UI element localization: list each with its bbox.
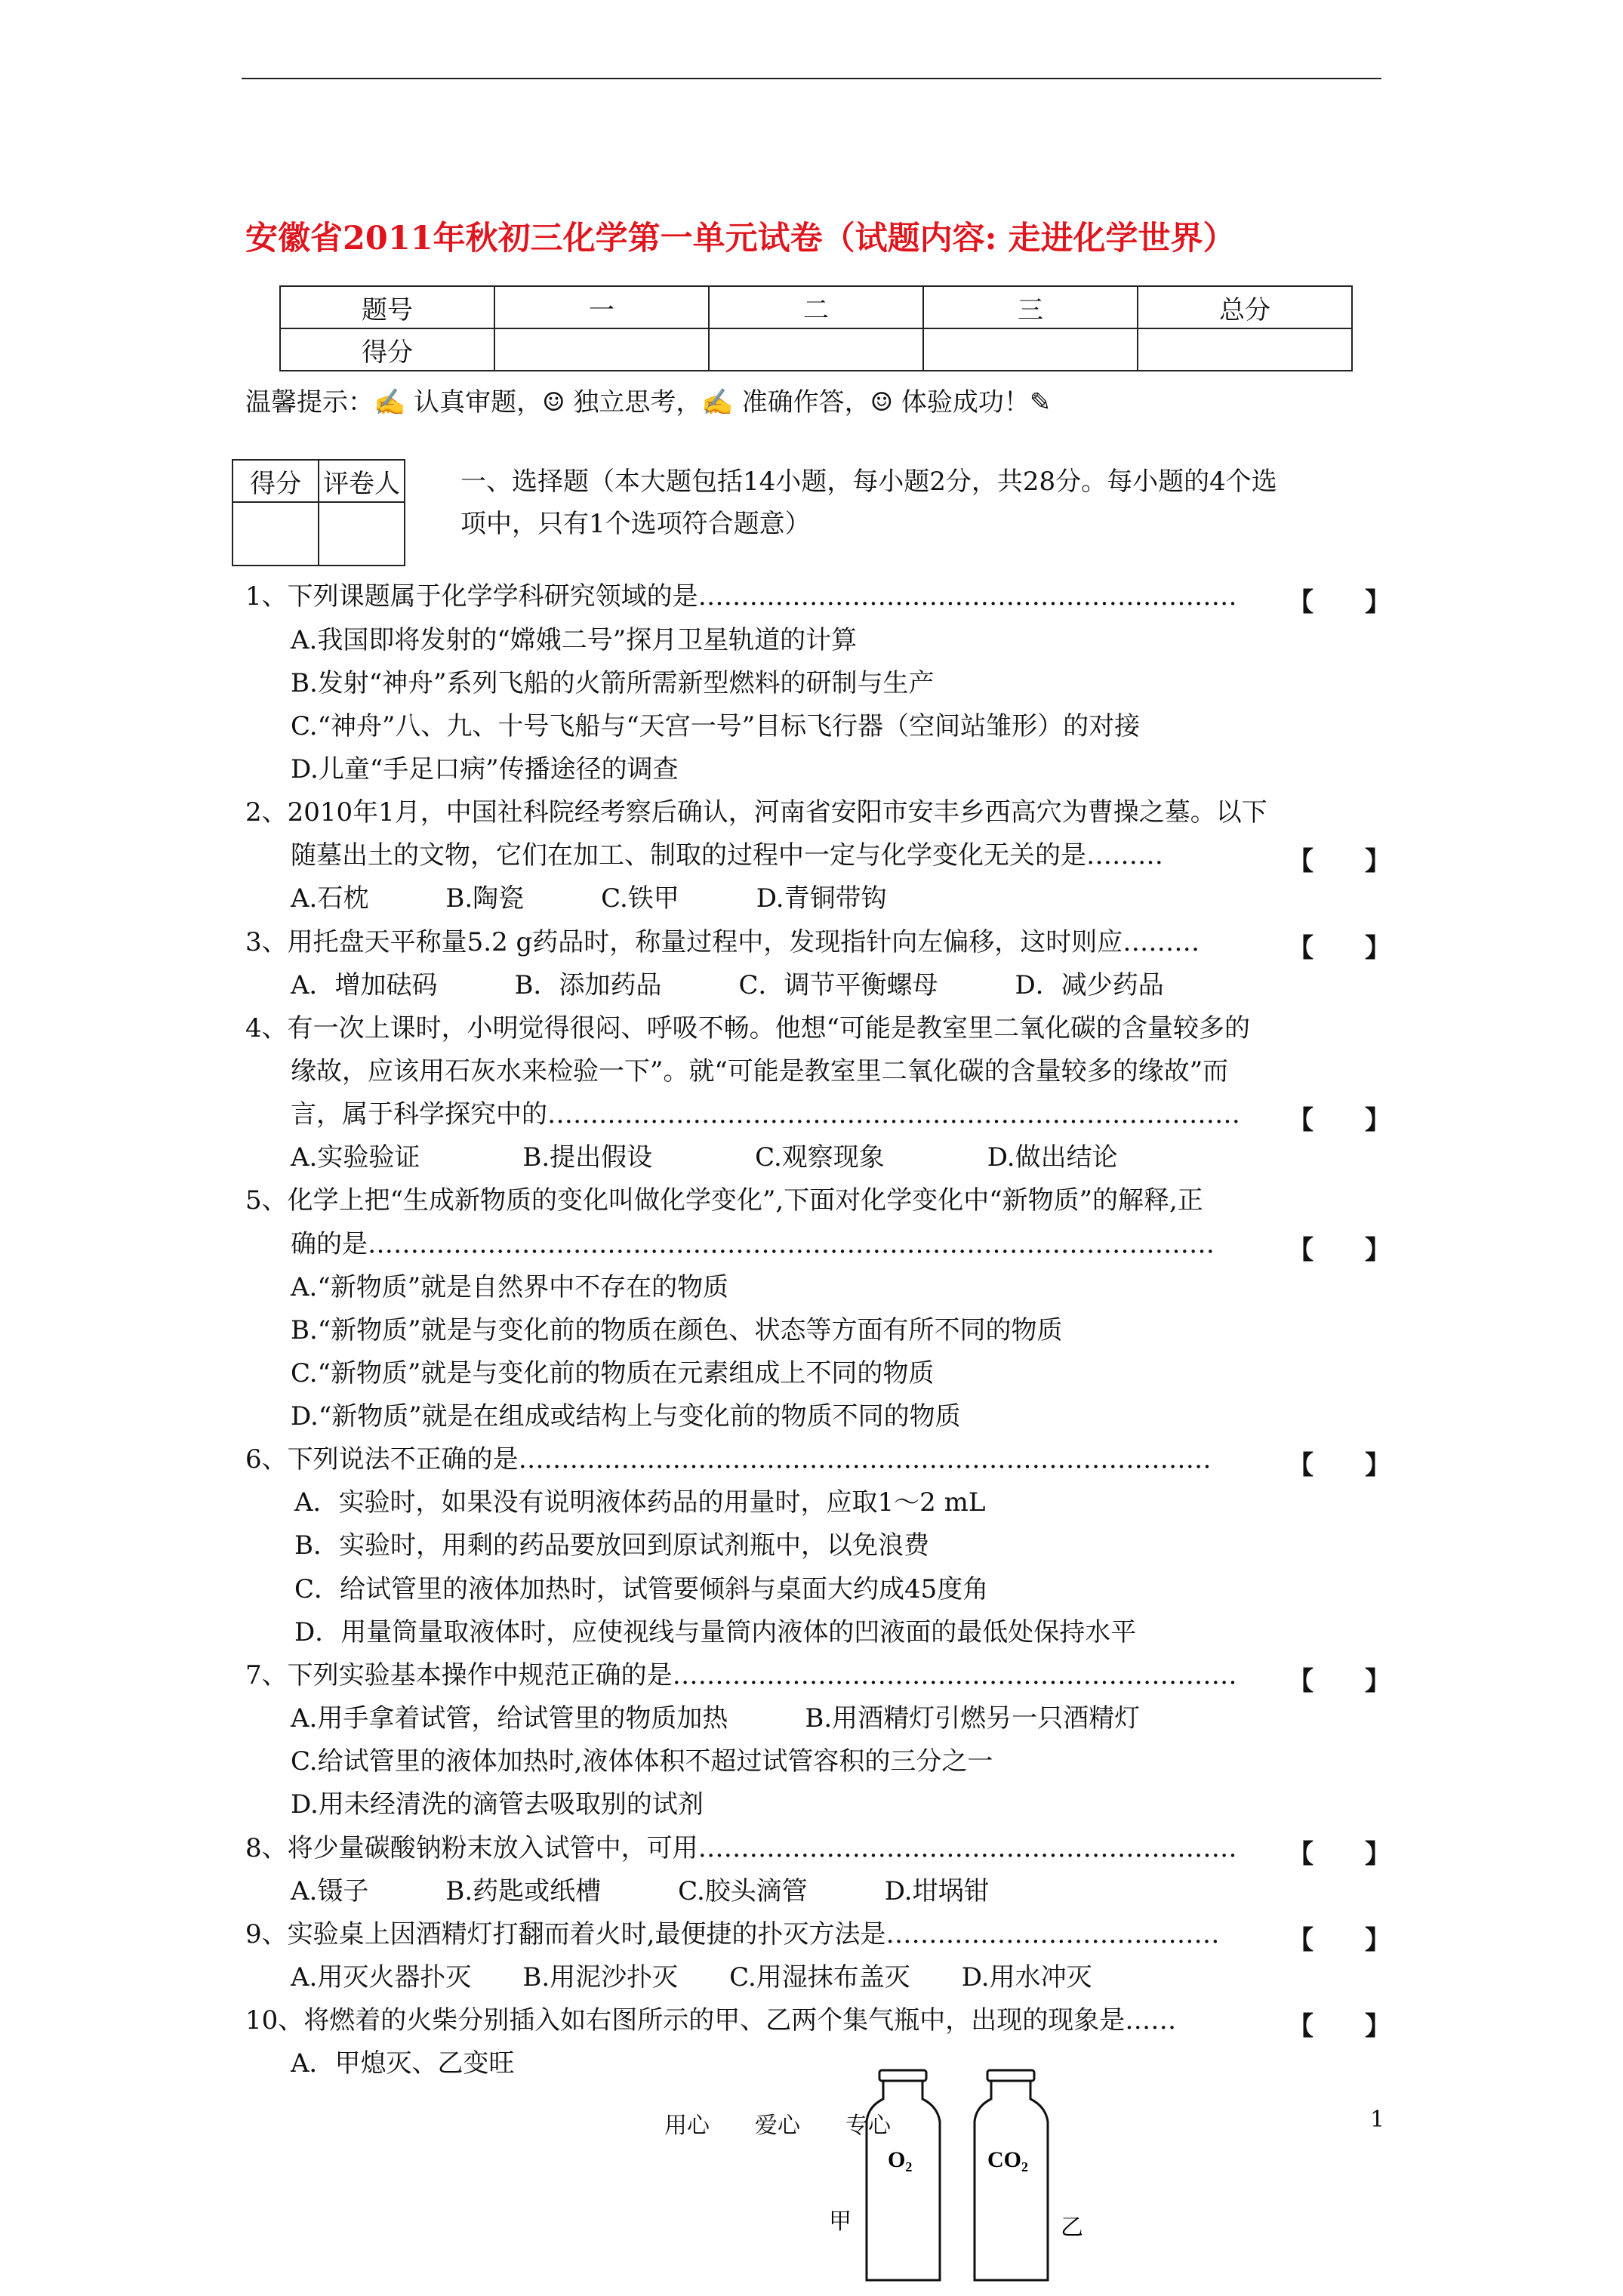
- answer-bracket[interactable]: 【 】: [1288, 2011, 1390, 2042]
- bottle-yi: [975, 2070, 1048, 2280]
- question-line: 1、下列课题属于化学学科研究领域的是………………………………………………………: [245, 581, 1237, 612]
- question-line: A.用灭火器扑灭 B.用泥沙扑灭 C.用湿抹布盖灭 D.用水冲灭: [291, 1962, 1092, 1992]
- score-input-cell[interactable]: [709, 328, 923, 371]
- question-line: C.给试管里的液体加热时,液体体积不超过试管容积的三分之一: [291, 1746, 993, 1777]
- question-line: C.“新物质”就是与变化前的物质在元素组成上不同的物质: [291, 1358, 935, 1388]
- question-line: B.发射“神舟”系列飞船的火箭所需新型燃料的研制与生产: [291, 668, 935, 698]
- score-table-score-row: [280, 328, 1352, 371]
- question-line: 8、将少量碳酸钠粉末放入试管中，可用………………………………………………………: [245, 1833, 1237, 1863]
- score-cell: 总分: [1138, 286, 1352, 328]
- question-line: A.用手拿着试管，给试管里的物质加热 B.用酒精灯引燃另一只酒精灯: [291, 1703, 1141, 1734]
- question-line: C．给试管里的液体加热时，试管要倾斜与桌面大约成45度角: [294, 1574, 989, 1604]
- answer-bracket[interactable]: 【 】: [1288, 1925, 1390, 1955]
- score-table: [279, 285, 1353, 371]
- question-line: 缘故，应该用石灰水来检验一下”。就“可能是教室里二氧化碳的含量较多的缘故”而: [291, 1056, 1229, 1086]
- answer-bracket[interactable]: 【 】: [1288, 1450, 1390, 1481]
- question-line: B.“新物质”就是与变化前的物质在颜色、状态等方面有所不同的物质: [291, 1315, 1063, 1345]
- bottle-yi-name: 乙: [1061, 2214, 1083, 2241]
- score-input-cell[interactable]: [1138, 328, 1352, 371]
- bottle-yi-gas: CO₂: [987, 2147, 1028, 2172]
- answer-bracket[interactable]: 【 】: [1288, 1235, 1390, 1265]
- footer-motto: 用心 爱心 专心: [664, 2113, 891, 2139]
- question-line: A.石枕 B.陶瓷 C.铁甲 D.青铜带钩: [291, 883, 887, 914]
- answer-bracket[interactable]: 【 】: [1288, 587, 1390, 618]
- question-line: 随墓出土的文物，它们在加工、制取的过程中一定与化学变化无关的是………: [291, 840, 1163, 871]
- question-line: D.用未经清洗的滴管去吸取别的试剂: [291, 1789, 704, 1820]
- question-line: C.“神舟”八、九、十号飞船与“天宫一号”目标飞行器（空间站雏形）的对接: [291, 711, 1141, 741]
- question-line: 6、下列说法不正确的是………………………………………………………………………: [245, 1444, 1212, 1475]
- question-line: 5、化学上把“生成新物质的变化叫做化学变化”,下面对化学变化中“新物质”的解释,正: [245, 1185, 1203, 1216]
- question-line: A．实验时，如果没有说明液体药品的用量时，应取1～2 mL: [294, 1487, 986, 1518]
- score-cell: 二: [709, 286, 923, 328]
- page-title: 安徽省2011年秋初三化学第一单元试卷（试题内容: 走进化学世界）: [245, 220, 1236, 257]
- answer-bracket[interactable]: 【 】: [1288, 1839, 1390, 1869]
- score-cell: 题号: [280, 286, 494, 328]
- question-line: D.“新物质”就是在组成或结构上与变化前的物质不同的物质: [291, 1401, 961, 1432]
- score-cell: 得分: [280, 328, 494, 371]
- question-line: 2、2010年1月，中国社科院经考察后确认，河南省安阳市安丰乡西高穴为曹操之墓。以下: [245, 797, 1267, 827]
- question-line: 4、有一次上课时，小明觉得很闷、呼吸不畅。他想“可能是教室里二氧化碳的含量较多的: [245, 1013, 1251, 1043]
- header-rule: [242, 78, 1381, 79]
- section-heading-line: 一、选择题（本大题包括14小题，每小题2分，共28分。每小题的4个选: [460, 467, 1277, 497]
- grader-score-label: 得分: [233, 460, 319, 502]
- grader-table: [232, 459, 405, 566]
- answer-bracket[interactable]: 【 】: [1288, 1666, 1390, 1697]
- answer-bracket[interactable]: 【 】: [1288, 1105, 1390, 1136]
- question-line: A.实验验证 B.提出假设 C.观察现象 D.做出结论: [291, 1142, 1118, 1173]
- question-line: 7、下列实验基本操作中规范正确的是…………………………………………………………: [245, 1660, 1237, 1690]
- question-line: 确的是………………………………………………………………………………………: [291, 1229, 1215, 1259]
- question-line: D.儿童“手足口病”传播途径的调查: [291, 754, 679, 784]
- score-table-header-row: [280, 286, 1352, 328]
- grader-name-box[interactable]: [319, 502, 405, 566]
- question-line: A.“新物质”就是自然界中不存在的物质: [291, 1272, 729, 1302]
- bottle-jia-gas: O₂: [888, 2147, 913, 2172]
- score-cell: 一: [494, 286, 709, 328]
- question-line: D．用量筒量取液体时，应使视线与量筒内液体的凹液面的最低处保持水平: [294, 1617, 1137, 1647]
- page-number: 1: [1370, 2106, 1385, 2133]
- question-line: 3、用托盘天平称量5.2 g药品时，称量过程中，发现指针向左偏移，这时则应………: [245, 927, 1200, 957]
- gas-bottle-diagram: [829, 2069, 1117, 2295]
- section-heading: [460, 461, 1389, 545]
- grader-name-label: 评卷人: [319, 460, 405, 502]
- warm-tip: 温馨提示：✍ 认真审题，☺ 独立思考，✍ 准确作答，☺ 体验成功！✎: [245, 387, 1052, 418]
- section-heading-line: 项中，只有1个选项符合题意）: [460, 509, 811, 539]
- answer-bracket[interactable]: 【 】: [1288, 933, 1390, 963]
- bottle-jia-name: 甲: [829, 2208, 852, 2235]
- question-line: A．甲熄灭、乙变旺: [291, 2048, 515, 2079]
- answer-bracket[interactable]: 【 】: [1288, 846, 1390, 877]
- score-input-cell[interactable]: [923, 328, 1138, 371]
- question-line: A．增加砝码 B．添加药品 C．调节平衡螺母 D．减少药品: [291, 970, 1164, 1000]
- score-input-cell[interactable]: [494, 328, 709, 371]
- question-line: A.镊子 B.药匙或纸槽 C.胶头滴管 D.坩埚钳: [291, 1876, 990, 1906]
- question-line: A.我国即将发射的“嫦娥二号”探月卫星轨道的计算: [291, 625, 858, 655]
- question-line: 言，属于科学探究中的………………………………………………………………………: [291, 1099, 1240, 1130]
- question-line: B．实验时，用剩的药品要放回到原试剂瓶中，以免浪费: [294, 1530, 929, 1561]
- question-line: 10、将燃着的火柴分别插入如右图所示的甲、乙两个集气瓶中，出现的现象是……: [245, 2005, 1177, 2036]
- grader-score-box[interactable]: [233, 502, 319, 566]
- score-cell: 三: [923, 286, 1138, 328]
- bottle-jia: [867, 2070, 940, 2280]
- question-line: 9、实验桌上因酒精灯打翻而着火时,最便捷的扑灭方法是…………………………………: [245, 1919, 1220, 1949]
